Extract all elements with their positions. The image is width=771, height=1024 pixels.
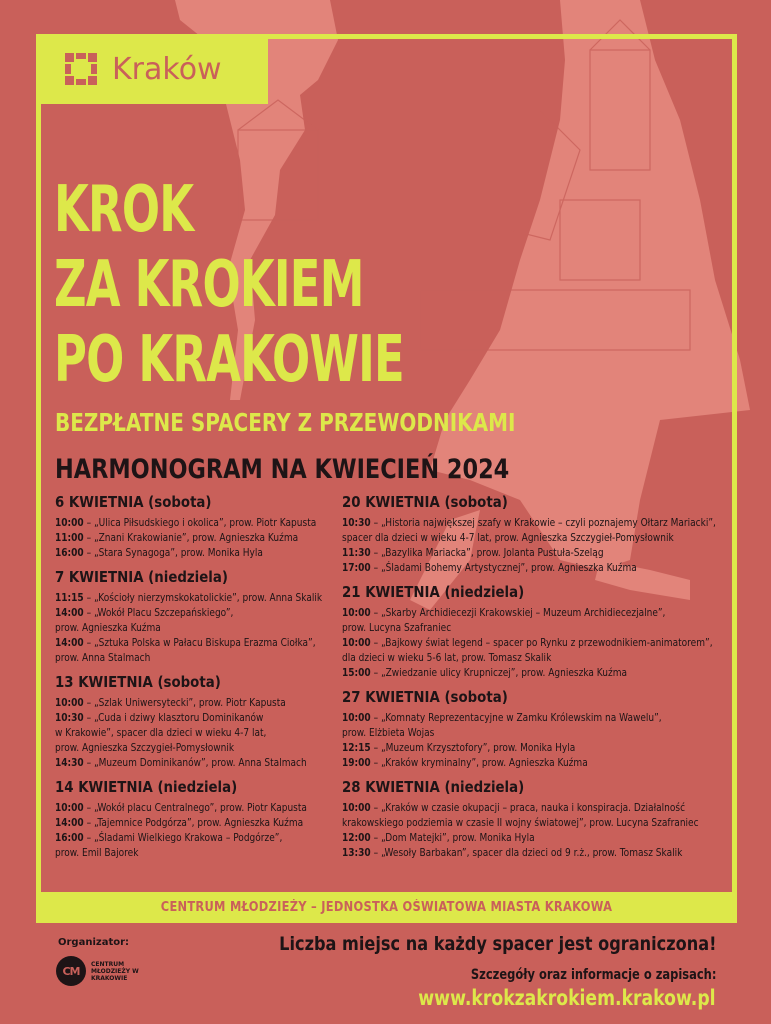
event-desc: – „Wokół placu Centralnego”, prow. Piotr Kapusta bbox=[83, 801, 307, 814]
event-desc: – „Historia największej szafy w Krakowie – czyli poznajemy Ołtarz Mariacki”, spacer dla dzieci w wieku 4-7 lat, prow. Agnieszka Szczygieł-Pomysłownik bbox=[342, 516, 716, 544]
event-time: 11:00 bbox=[55, 531, 84, 544]
event-item bbox=[342, 605, 732, 635]
event-desc: – „Komnaty Reprezentacyjne w Zamku Królewskim na Wawelu”, prow. Elżbieta Wojas bbox=[342, 711, 662, 739]
krakow-logo-icon bbox=[62, 50, 100, 88]
event-item bbox=[55, 635, 345, 665]
organizer-logo-text: CENTRUM MŁODZIEŻY W KRAKOWIE bbox=[91, 960, 139, 982]
website-link[interactable]: www.krokzakrokiem.krakow.pl bbox=[418, 986, 716, 1010]
event-item bbox=[55, 710, 345, 755]
krakow-logo bbox=[36, 34, 268, 104]
day-block bbox=[342, 583, 732, 680]
schedule-right-column bbox=[342, 493, 732, 868]
day-heading: 13 KWIETNIA (sobota) bbox=[55, 673, 221, 691]
event-time: 10:00 bbox=[55, 801, 84, 814]
event-item bbox=[55, 755, 345, 770]
event-item bbox=[342, 515, 732, 545]
organizer-band-text: CENTRUM MŁODZIEŻY – JEDNOSTKA OŚWIATOWA MIASTA KRAKOWA bbox=[160, 900, 613, 915]
day-heading: 21 KWIETNIA (niedziela) bbox=[342, 583, 525, 601]
schedule-left-column bbox=[55, 493, 345, 868]
event-item bbox=[342, 830, 732, 845]
event-item bbox=[342, 635, 732, 665]
title-line-2: ZA KROKIEM bbox=[54, 248, 364, 322]
event-item bbox=[342, 740, 732, 755]
event-desc: – „Szlak Uniwersytecki”, prow. Piotr Kapusta bbox=[83, 696, 286, 709]
event-time: 13:30 bbox=[342, 846, 371, 859]
event-item bbox=[342, 845, 732, 860]
event-time: 11:30 bbox=[342, 546, 371, 559]
event-time: 10:00 bbox=[342, 711, 371, 724]
event-time: 19:00 bbox=[342, 756, 371, 769]
event-time: 10:00 bbox=[55, 696, 84, 709]
event-time: 10:00 bbox=[342, 801, 371, 814]
day-heading: 14 KWIETNIA (niedziela) bbox=[55, 778, 238, 796]
event-time: 14:00 bbox=[55, 636, 84, 649]
details-note: Szczegóły oraz informacje o zapisach: bbox=[470, 967, 716, 983]
event-desc: – „Kościoły nierzymskokatolickie”, prow. Anna Skalik bbox=[83, 591, 323, 604]
event-time: 12:15 bbox=[342, 741, 371, 754]
event-desc: – „Tajemnice Podgórza”, prow. Agnieszka Kuźma bbox=[83, 816, 304, 829]
event-desc: – „Skarby Archidiecezji Krakowskiej – Muzeum Archidiecezjalne”, prow. Lucyna Szafraniec bbox=[342, 606, 666, 634]
event-time: 10:30 bbox=[55, 711, 84, 724]
organizer-label: Organizator: bbox=[58, 937, 130, 948]
event-desc: – „Bajkowy świat legend – spacer po Rynku z przewodnikiem-animatorem”, dla dzieci w wieku 5-6 lat, prow. Tomasz Skalik bbox=[342, 636, 713, 664]
organizer-logo-icon: CM bbox=[56, 956, 86, 986]
event-desc: – „Bazylika Mariacka”, prow. Jolanta Pustuła-Szeląg bbox=[370, 546, 604, 559]
event-item bbox=[55, 815, 345, 830]
event-time: 15:00 bbox=[342, 666, 371, 679]
event-time: 16:00 bbox=[55, 546, 84, 559]
schedule-title: HARMONOGRAM NA KWIECIEŃ 2024 bbox=[55, 454, 510, 485]
event-time: 14:00 bbox=[55, 606, 84, 619]
day-block bbox=[55, 568, 345, 665]
event-item bbox=[55, 830, 345, 860]
event-item bbox=[342, 800, 732, 830]
event-item bbox=[55, 530, 345, 545]
organizer-logo bbox=[56, 956, 151, 986]
event-item bbox=[342, 710, 732, 740]
event-item bbox=[55, 800, 345, 815]
day-block bbox=[342, 778, 732, 860]
event-item bbox=[55, 545, 345, 560]
event-desc: – „Muzeum Krzysztofory”, prow. Monika Hyla bbox=[370, 741, 576, 754]
event-time: 11:15 bbox=[55, 591, 84, 604]
event-time: 17:00 bbox=[342, 561, 371, 574]
limit-note: Liczba miejsc na każdy spacer jest ograniczona! bbox=[278, 933, 716, 955]
day-heading: 20 KWIETNIA (sobota) bbox=[342, 493, 508, 511]
event-desc: – „Muzeum Dominikanów”, prow. Anna Stalmach bbox=[83, 756, 307, 769]
organizer-band bbox=[36, 892, 737, 923]
event-time: 10:30 bbox=[342, 516, 371, 529]
event-item bbox=[55, 605, 345, 635]
event-item bbox=[342, 560, 732, 575]
logo-text: Kraków bbox=[112, 51, 222, 87]
day-block bbox=[342, 688, 732, 770]
event-time: 14:30 bbox=[55, 756, 84, 769]
title-line-1: KROK bbox=[54, 173, 194, 247]
event-time: 10:00 bbox=[342, 606, 371, 619]
event-desc: – „Śladami Wielkiego Krakowa – Podgórze”, prow. Emil Bajorek bbox=[55, 831, 283, 859]
event-item bbox=[342, 755, 732, 770]
event-desc: – „Dom Matejki”, prow. Monika Hyla bbox=[370, 831, 535, 844]
event-desc: – „Kraków kryminalny”, prow. Agnieszka Kuźma bbox=[370, 756, 588, 769]
event-time: 12:00 bbox=[342, 831, 371, 844]
event-item bbox=[55, 590, 345, 605]
event-desc: – „Stara Synagoga”, prow. Monika Hyla bbox=[83, 546, 263, 559]
event-desc: – „Ulica Piłsudskiego i okolica”, prow. Piotr Kapusta bbox=[83, 516, 317, 529]
event-desc: – „Wesoły Barbakan”, spacer dla dzieci od 9 r.ż., prow. Tomasz Skalik bbox=[370, 846, 683, 859]
day-block bbox=[55, 778, 345, 860]
day-heading: 28 KWIETNIA (niedziela) bbox=[342, 778, 525, 796]
event-desc: – „Śladami Bohemy Artystycznej”, prow. Agnieszka Kuźma bbox=[370, 561, 637, 574]
day-heading: 7 KWIETNIA (niedziela) bbox=[55, 568, 228, 586]
event-desc: – „Znani Krakowianie”, prow. Agnieszka Kuźma bbox=[83, 531, 299, 544]
event-time: 10:00 bbox=[55, 516, 84, 529]
day-block bbox=[342, 493, 732, 575]
event-item bbox=[342, 665, 732, 680]
event-desc: – „Zwiedzanie ulicy Krupniczej”, prow. Agnieszka Kuźma bbox=[370, 666, 628, 679]
event-desc: – „Cuda i dziwy klasztoru Dominikanów w Krakowie”, spacer dla dzieci w wieku 4-7 lat, prow. Agnieszka Szczygieł-Pomysłownik bbox=[55, 711, 267, 754]
event-item bbox=[342, 545, 732, 560]
event-desc: – „Sztuka Polska w Pałacu Biskupa Erazma Ciołka”, prow. Anna Stalmach bbox=[55, 636, 316, 664]
day-heading: 6 KWIETNIA (sobota) bbox=[55, 493, 212, 511]
subtitle: BEZPŁATNE SPACERY Z PRZEWODNIKAMI bbox=[55, 408, 516, 437]
event-item bbox=[55, 695, 345, 710]
title-line-3: PO KRAKOWIE bbox=[54, 323, 404, 397]
day-block bbox=[55, 493, 345, 560]
event-desc: – „Kraków w czasie okupacji – praca, nauka i konspiracja. Działalność krakowskiego podziemia w czasie II wojny światowej”, prow. Lucyna Szafraniec bbox=[342, 801, 699, 829]
event-time: 10:00 bbox=[342, 636, 371, 649]
event-item bbox=[55, 515, 345, 530]
day-heading: 27 KWIETNIA (sobota) bbox=[342, 688, 508, 706]
event-time: 14:00 bbox=[55, 816, 84, 829]
event-time: 16:00 bbox=[55, 831, 84, 844]
day-block bbox=[55, 673, 345, 770]
event-desc: – „Wokół Placu Szczepańskiego”, prow. Agnieszka Kuźma bbox=[55, 606, 234, 634]
